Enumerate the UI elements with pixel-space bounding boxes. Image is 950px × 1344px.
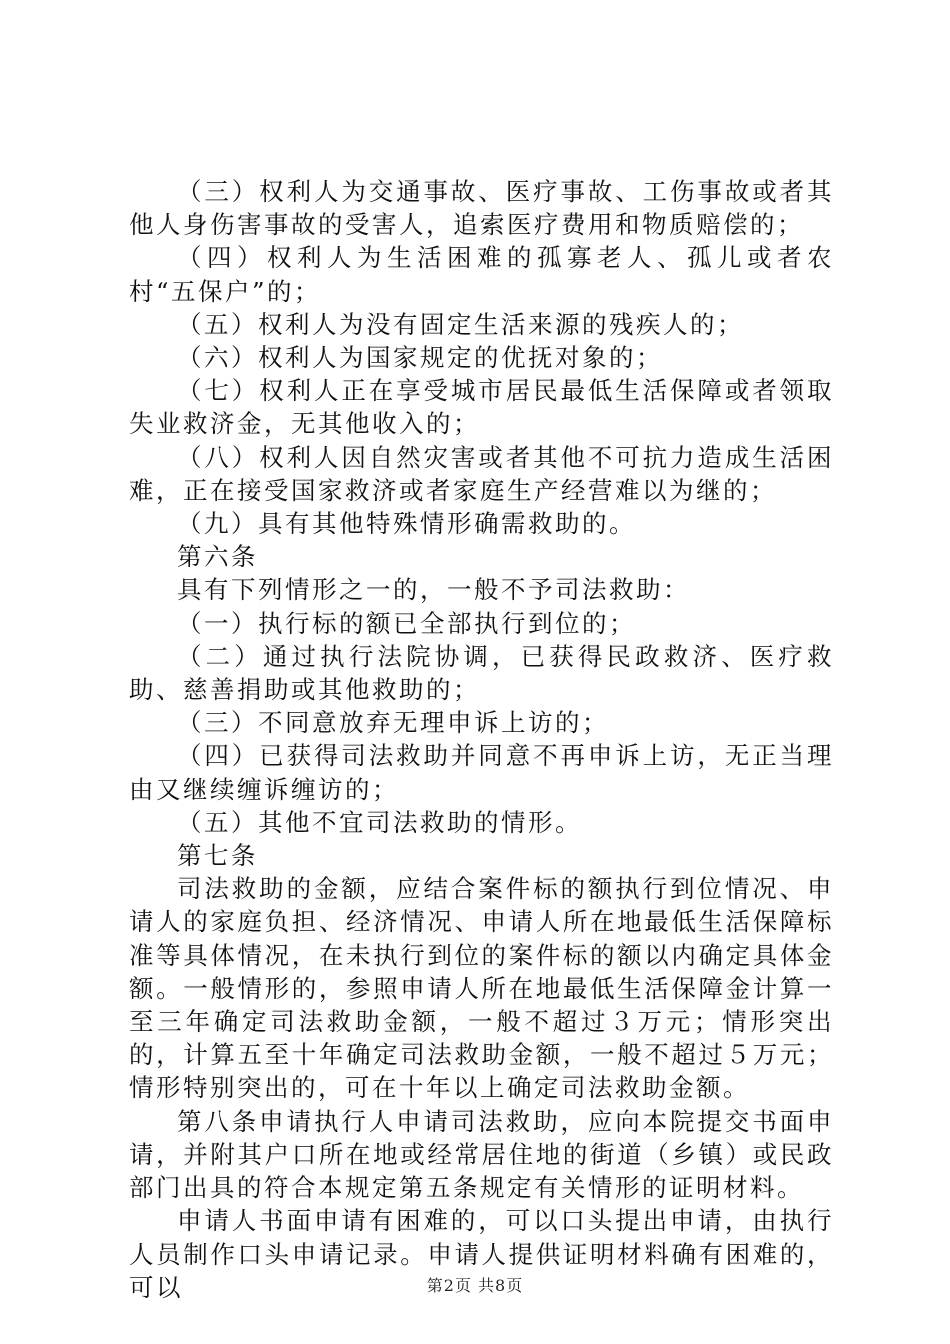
- article-6-item-3: （三）不同意放弃无理申诉上访的；: [177, 708, 609, 738]
- article-8-oral-application: 申请人书面申请有困难的，可以口头提出申请，由执行人员制作口头申请记录。申请人提供证明材料确有困难的，可以: [129, 1206, 834, 1302]
- paragraph-item-3: （三）权利人为交通事故、医疗事故、工伤事故或者其他人身伤害事故的受害人，追索医疗费用和物质赔偿的；: [129, 177, 834, 240]
- paragraph-item-4: （四）权利人为生活困难的孤寡老人、孤儿或者农村“五保户”的；: [129, 243, 834, 306]
- article-8-body: 第八条申请执行人申请司法救助，应向本院提交书面申请，并附其户口所在地或经常居住地的街道（乡镇）或民政部门出具的符合本规定第五条规定有关情形的证明材料。: [129, 1106, 834, 1203]
- paragraph-item-7: （七）权利人正在享受城市居民最低生活保障或者领取失业救济金，无其他收入的；: [129, 376, 834, 439]
- article-6-item-5: （五）其他不宜司法救助的情形。: [177, 807, 582, 837]
- paragraph-item-9: （九）具有其他特殊情形确需救助的。: [177, 509, 636, 539]
- article-6-heading: 第六条: [177, 542, 258, 572]
- article-6-intro: 具有下列情形之一的，一般不予司法救助：: [177, 575, 690, 605]
- article-6-item-1: （一）执行标的额已全部执行到位的；: [177, 608, 636, 638]
- article-7-body: 司法救助的金额，应结合案件标的额执行到位情况、申请人的家庭负担、经济情况、申请人所在地最低生活保障标准等具体情况，在未执行到位的案件标的额以内确定具体金额。一般情形的，参照申请人所在地最低生活保障金计算一至三年确定司法救助金额，一般不超过３万元；情形突出的，计算五至十年确定司法救助金额，一般不超过５万元；情形特别突出的，可在十年以上确定司法救助金额。: [129, 874, 834, 1103]
- paragraph-item-5: （五）权利人为没有固定生活来源的残疾人的；: [177, 309, 744, 339]
- paragraph-item-8: （八）权利人因自然灾害或者其他不可抗力造成生活困难，正在接受国家救济或者家庭生产经营难以为继的；: [129, 442, 834, 505]
- article-6-item-4: （四）已获得司法救助并同意不再申诉上访，无正当理由又继续缠诉缠访的；: [129, 741, 834, 804]
- page-footer: 第2页 共8页: [426, 1276, 524, 1295]
- article-7-heading: 第七条: [177, 841, 258, 871]
- article-6-item-2: （二）通过执行法院协调，已获得民政救济、医疗救助、慈善捐助或其他救助的；: [129, 641, 834, 705]
- paragraph-item-6: （六）权利人为国家规定的优抚对象的；: [177, 343, 663, 373]
- document-body: [129, 175, 834, 1304]
